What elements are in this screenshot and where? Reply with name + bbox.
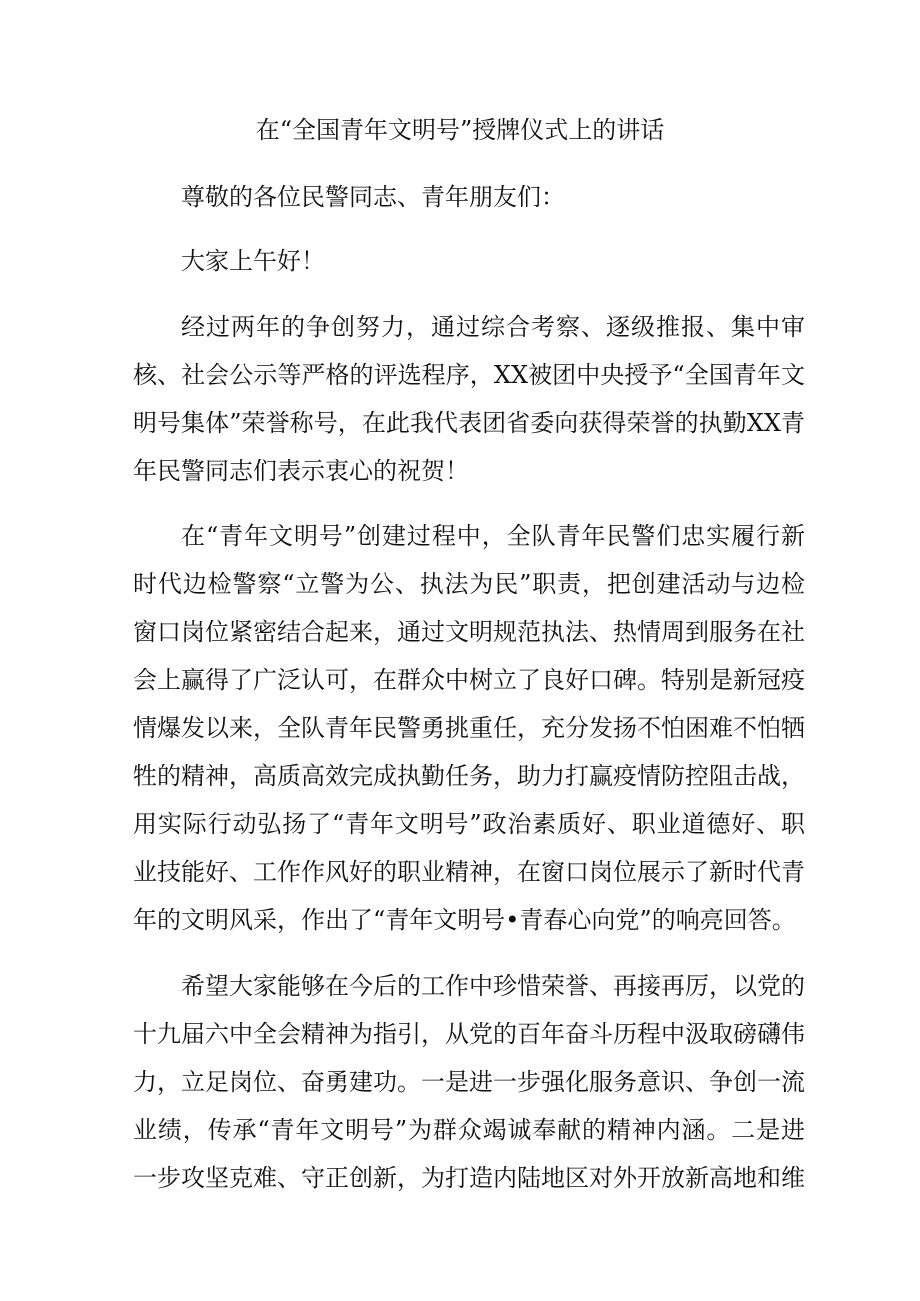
paragraph-1: 经过两年的争创努力，通过综合考察、逐级推报、集中审核、社会公示等严格的评选程序，XX被团中央授予“全国青年文明号集体”荣誉称号，在此我代表团省委向获得荣誉的执勤XX青年民警同志们表示衷心的祝贺！ [133, 313, 805, 485]
greeting: 大家上午好！ [181, 247, 325, 275]
salutation: 尊敬的各位民警同志、青年朋友们： [181, 183, 565, 211]
paragraph-2: 在“青年文明号”创建过程中，全队青年民警们忠实履行新时代边检警察“立警为公、执法为民”职责，把创建活动与边检窗口岗位紧密结合起来，通过文明规范执法、热情周到服务在社会上赢得了广泛认可，在群众中树立了良好口碑。特别是新冠疫情爆发以来，全队青年民警勇挑重任，充分发扬不怕困难不怕牺牲的精神，高质高效完成执勤任务，助力打赢疫情防控阻击战，用实际行动弘扬了“青年文明号”政治素质好、职业道德好、职业技能好、工作作风好的职业精神，在窗口岗位展示了新时代青年的文明风采，作出了“青年文明号•青春心向党”的响亮回答。 [133, 522, 805, 934]
paragraph-3: 希望大家能够在今后的工作中珍惜荣誉、再接再厉，以党的十九届六中全会精神为指引，从党的百年奋斗历程中汲取磅礴伟力，立足岗位、奋勇建功。一是进一步强化服务意识、争创一流业绩，传承“青年文明号”为群众竭诚奉献的精神内涵。二是进一步攻坚克难、守正创新，为打造内陆地区对外开放新高地和维 [133, 972, 805, 1192]
speech-title: 在“全国青年文明号”授牌仪式上的讲话 [255, 116, 665, 144]
